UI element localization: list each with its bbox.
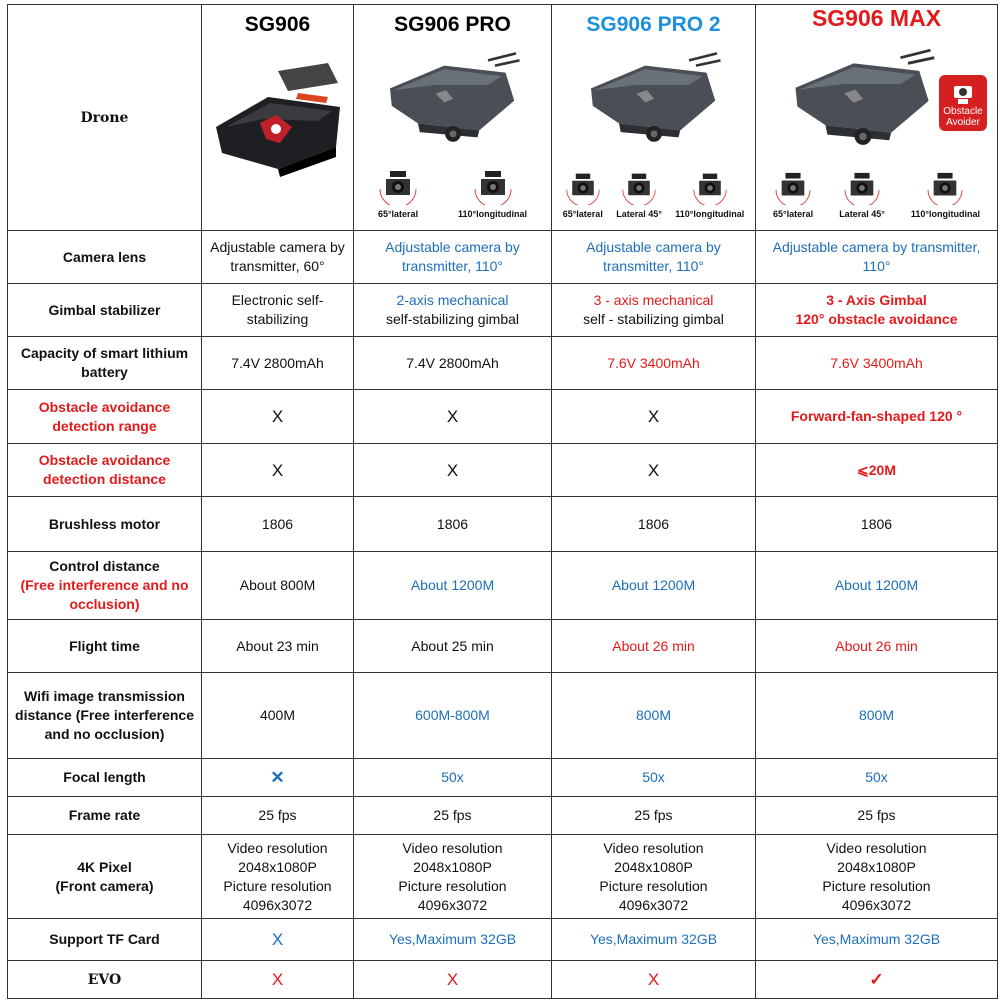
row-label-frame: Frame rate bbox=[8, 797, 202, 835]
cell-line: 4096x3072 bbox=[242, 896, 313, 913]
cell-line: Video resolution bbox=[603, 839, 704, 856]
cell-line: 4096x3072 bbox=[417, 896, 488, 913]
cell-value: Adjustable camera by transmitter, 110° bbox=[756, 231, 998, 284]
table-row bbox=[8, 337, 998, 390]
table-row bbox=[8, 497, 998, 552]
cell-value: Electronic self-stabilizing bbox=[202, 284, 354, 337]
cell-value: About 26 min bbox=[756, 620, 998, 673]
sg906-pro-gimbals bbox=[358, 169, 547, 224]
model-name-sg906-pro: SG906 PRO bbox=[394, 13, 511, 36]
cell-value: 50x bbox=[552, 759, 756, 797]
cell-value: About 25 min bbox=[354, 620, 552, 673]
comparison-table bbox=[7, 4, 998, 999]
drone-label: Drone bbox=[80, 109, 129, 126]
cell-value: Yes,Maximum 32GB bbox=[354, 919, 552, 961]
cell-line: Picture resolution bbox=[398, 877, 507, 894]
gimbal-caption: Lateral 45° bbox=[616, 209, 662, 219]
cell-value: About 1200M bbox=[552, 552, 756, 620]
cell-line: 4096x3072 bbox=[841, 896, 912, 913]
cell-line: Video resolution bbox=[402, 839, 503, 856]
cell-value: About 23 min bbox=[202, 620, 354, 673]
gimbal-icon bbox=[774, 171, 812, 205]
cell-value: X bbox=[202, 390, 354, 444]
row-label-oa-range: Obstacle avoidance detection range bbox=[8, 390, 202, 444]
sg906-pro2-gimbals bbox=[556, 171, 751, 224]
cell-value: Adjustable camera by transmitter, 60° bbox=[202, 231, 354, 284]
sg906-drone-image bbox=[208, 57, 348, 177]
cell-value: X bbox=[552, 444, 756, 497]
cell-value bbox=[202, 835, 354, 919]
row-label-camera-lens: Camera lens bbox=[8, 231, 202, 284]
cell-line: self-stabilizing gimbal bbox=[385, 311, 520, 327]
label-line: (Front camera) bbox=[55, 877, 154, 894]
gimbal-icon bbox=[843, 171, 881, 205]
table-row bbox=[8, 620, 998, 673]
cell-value: 25 fps bbox=[202, 797, 354, 835]
cell-value: 7.4V 2800mAh bbox=[202, 337, 354, 390]
cell-line: Picture resolution bbox=[822, 877, 931, 894]
cell-value: X bbox=[354, 390, 552, 444]
gimbal-pro-lateral bbox=[378, 169, 418, 224]
cell-value: 1806 bbox=[552, 497, 756, 552]
cell-value: Forward-fan-shaped 120 ° bbox=[756, 390, 998, 444]
row-label-oa-distance: Obstacle avoidance detection distance bbox=[8, 444, 202, 497]
table-row bbox=[8, 552, 998, 620]
table-row bbox=[8, 919, 998, 961]
gimbal-max-lateral bbox=[773, 171, 813, 224]
gimbal-max-longitudinal bbox=[911, 171, 980, 224]
cell-value bbox=[552, 284, 756, 337]
gimbal-icon bbox=[473, 169, 513, 205]
model-sg906-pro2-cell bbox=[552, 5, 756, 231]
model-name-sg906-max: SG906 MAX bbox=[811, 5, 942, 31]
row-label-evo bbox=[8, 961, 202, 999]
cell-value: Yes,Maximum 32GB bbox=[552, 919, 756, 961]
cell-value: Yes,Maximum 32GB bbox=[756, 919, 998, 961]
cell-value: 800M bbox=[552, 673, 756, 759]
row-label-pixel bbox=[8, 835, 202, 919]
table-row bbox=[8, 673, 998, 759]
gimbal-icon bbox=[565, 171, 601, 205]
label-line: (Free interference and no occlusion) bbox=[20, 577, 189, 612]
table-row bbox=[8, 390, 998, 444]
label-line: 4K Pixel bbox=[77, 858, 132, 875]
cell-value: 7.6V 3400mAh bbox=[756, 337, 998, 390]
gimbal-icon bbox=[378, 169, 418, 205]
table-row bbox=[8, 231, 998, 284]
table-row bbox=[8, 759, 998, 797]
gimbal-caption: 110°longitudinal bbox=[457, 209, 528, 219]
cell-line: 3 - Axis Gimbal bbox=[826, 292, 927, 308]
cell-value: About 1200M bbox=[756, 552, 998, 620]
cell-line: Picture resolution bbox=[223, 877, 332, 894]
gimbal-caption: 65°lateral bbox=[377, 209, 419, 219]
gimbal-caption: Lateral 45° bbox=[839, 209, 885, 219]
row-label-control bbox=[8, 552, 202, 620]
sg906-max-drone-image bbox=[788, 43, 938, 153]
cell-line: 4096x3072 bbox=[618, 896, 689, 913]
row-label-battery: Capacity of smart lithium battery bbox=[8, 337, 202, 390]
gimbal-pro2-longitudinal bbox=[675, 171, 744, 224]
cell-value: About 1200M bbox=[354, 552, 552, 620]
cell-line: 2048x1080P bbox=[614, 858, 693, 875]
cell-value bbox=[756, 835, 998, 919]
cell-value: About 26 min bbox=[552, 620, 756, 673]
cell-value: X bbox=[354, 961, 552, 999]
cell-value: 7.4V 2800mAh bbox=[354, 337, 552, 390]
cell-value: Adjustable camera by transmitter, 110° bbox=[552, 231, 756, 284]
model-sg906-max-cell bbox=[756, 5, 998, 231]
evo-label: EVO bbox=[87, 971, 122, 988]
gimbal-caption: 65°lateral bbox=[773, 209, 814, 219]
gimbal-pro2-lateral bbox=[563, 171, 603, 224]
cell-value: 25 fps bbox=[756, 797, 998, 835]
cell-value: 50x bbox=[756, 759, 998, 797]
gimbal-caption: 110°longitudinal bbox=[675, 209, 745, 219]
gimbal-caption: 110°longitudinal bbox=[910, 209, 980, 219]
cell-value: 50x bbox=[354, 759, 552, 797]
cell-value bbox=[756, 284, 998, 337]
row-label-gimbal: Gimbal stabilizer bbox=[8, 284, 202, 337]
gimbal-pro2-lateral45 bbox=[616, 171, 662, 224]
cell-line: 2-axis mechanical bbox=[396, 292, 509, 308]
sg906-pro2-drone-image bbox=[584, 43, 724, 153]
cell-value: X bbox=[202, 961, 354, 999]
table-row bbox=[8, 961, 998, 999]
cell-value: X bbox=[202, 919, 354, 961]
cell-line: 120° obstacle avoidance bbox=[795, 311, 958, 327]
cell-value bbox=[552, 835, 756, 919]
cell-value: 7.6V 3400mAh bbox=[552, 337, 756, 390]
row-label-tf: Support TF Card bbox=[8, 919, 202, 961]
cell-line: Video resolution bbox=[227, 839, 328, 856]
gimbal-icon bbox=[692, 171, 728, 205]
row-label-wifi: Wifi image transmission distance (Free interference and no occlusion) bbox=[8, 673, 202, 759]
cell-line: 2048x1080P bbox=[238, 858, 317, 875]
row-label-flight: Flight time bbox=[8, 620, 202, 673]
model-name-sg906-pro2: SG906 PRO 2 bbox=[586, 13, 721, 36]
table-row bbox=[8, 835, 998, 919]
table-row bbox=[8, 797, 998, 835]
cell-line: self - stabilizing gimbal bbox=[583, 311, 724, 327]
table-row bbox=[8, 444, 998, 497]
sensor-icon bbox=[950, 84, 976, 106]
cell-value: Adjustable camera by transmitter, 110° bbox=[354, 231, 552, 284]
gimbal-icon bbox=[621, 171, 657, 205]
gimbal-icon bbox=[926, 171, 964, 205]
row-label-motor: Brushless motor bbox=[8, 497, 202, 552]
cell-value: 400M bbox=[202, 673, 354, 759]
gimbal-pro-longitudinal bbox=[458, 169, 527, 224]
cell-value: ⩽20M bbox=[756, 444, 998, 497]
model-sg906-pro-cell bbox=[354, 5, 552, 231]
cell-line: Video resolution bbox=[826, 839, 927, 856]
gimbal-max-lateral45 bbox=[839, 171, 885, 224]
cell-value: 600M-800M bbox=[354, 673, 552, 759]
cell-value: X bbox=[354, 444, 552, 497]
cell-value: 25 fps bbox=[552, 797, 756, 835]
cell-value: 1806 bbox=[354, 497, 552, 552]
model-sg906-cell bbox=[202, 5, 354, 231]
cell-value: About 800M bbox=[202, 552, 354, 620]
cell-line: Picture resolution bbox=[599, 877, 708, 894]
cell-line: 3 - axis mechanical bbox=[593, 292, 714, 308]
cell-value: X bbox=[552, 390, 756, 444]
cell-line: 2048x1080P bbox=[837, 858, 916, 875]
label-line: Control distance bbox=[49, 558, 160, 574]
sg906-pro-drone-image bbox=[383, 43, 523, 153]
cell-value bbox=[354, 284, 552, 337]
obstacle-avoider-badge bbox=[939, 75, 987, 131]
badge-text: Obstacle Avoider bbox=[943, 106, 983, 128]
cell-value: 25 fps bbox=[354, 797, 552, 835]
header-row bbox=[8, 5, 998, 231]
cell-value: 1806 bbox=[202, 497, 354, 552]
cell-value: X bbox=[552, 961, 756, 999]
sg906-max-gimbals bbox=[760, 171, 993, 224]
cell-value: X bbox=[202, 444, 354, 497]
cell-line: 2048x1080P bbox=[413, 858, 492, 875]
model-name-sg906: SG906 bbox=[244, 13, 311, 36]
cell-value bbox=[354, 835, 552, 919]
cell-value: 800M bbox=[756, 673, 998, 759]
table-row bbox=[8, 284, 998, 337]
cell-value: 1806 bbox=[756, 497, 998, 552]
gimbal-caption: 65°lateral bbox=[562, 209, 603, 219]
check-icon: ✓ bbox=[756, 961, 998, 999]
row-label-drone bbox=[8, 5, 202, 231]
cell-value: ✕ bbox=[202, 759, 354, 797]
row-label-focal: Focal length bbox=[8, 759, 202, 797]
